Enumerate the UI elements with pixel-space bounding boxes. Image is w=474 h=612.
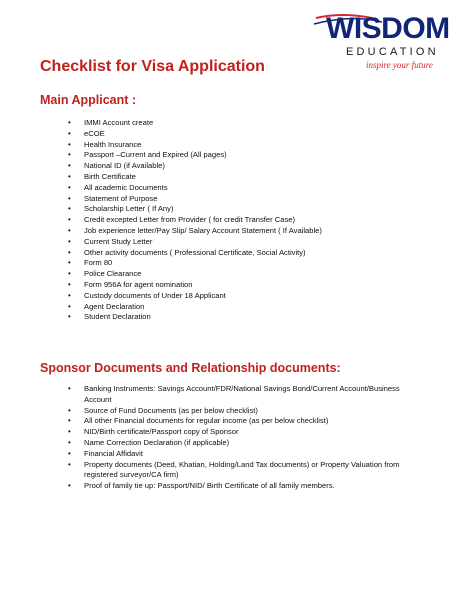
bullet-icon: • <box>68 128 71 138</box>
sponsor-heading: Sponsor Documents and Relationship documents: <box>40 361 341 375</box>
list-item-text: Custody documents of Under 18 Applicant <box>84 290 226 300</box>
bullet-icon: • <box>68 416 71 426</box>
list-item <box>68 150 444 161</box>
bullet-icon: • <box>68 427 71 437</box>
logo-wordmark: WISDOM <box>326 12 450 45</box>
company-logo <box>312 14 448 78</box>
list-item-text: Scholarship Letter ( If Any) <box>84 204 174 214</box>
logo-tagline: inspire your future <box>366 60 433 70</box>
list-item <box>68 258 444 269</box>
list-item <box>68 247 444 259</box>
bullet-icon: • <box>68 312 71 322</box>
list-item-text: Source of Fund Documents (as per below checklist) <box>84 405 258 415</box>
bullet-icon: • <box>68 384 71 393</box>
list-item <box>68 448 424 460</box>
bullet-icon: • <box>68 118 71 127</box>
list-item <box>68 312 444 323</box>
list-item <box>68 269 444 280</box>
bullet-icon: • <box>68 247 71 257</box>
list-item-text: IMMI Account create <box>84 118 154 127</box>
bullet-icon: • <box>68 215 71 225</box>
list-item-text: Property documents (Deed, Khatian, Holding/Land Tax documents) or Property Valuation from registered surveyor/CA firm) <box>84 459 400 480</box>
bullet-icon: • <box>68 204 71 214</box>
bullet-icon: • <box>68 459 71 469</box>
bullet-icon: • <box>68 225 71 235</box>
document-title: Checklist for Visa Application <box>40 58 265 75</box>
list-item-text: Agent Declaration <box>84 301 145 311</box>
bullet-icon: • <box>68 301 71 311</box>
list-item <box>68 139 444 151</box>
list-item-text: Banking Instruments: Savings Account/FDR/National Savings Bond/Current Account/Business Account <box>84 384 400 404</box>
list-item <box>68 182 444 194</box>
list-item-text: Job experience letter/Pay Slip/ Salary Account Statement ( If Available) <box>84 225 322 235</box>
bullet-icon: • <box>68 193 71 203</box>
list-item-text: All other Financial documents for regular income (as per below checklist) <box>84 416 329 426</box>
bullet-icon: • <box>68 279 71 289</box>
list-item-text: eCOE <box>84 128 105 138</box>
list-item <box>68 437 424 449</box>
list-item <box>68 193 444 205</box>
list-item-text: Financial Affidavit <box>84 448 143 458</box>
bullet-icon: • <box>68 150 71 160</box>
list-item-text: Current Study Letter <box>84 236 153 246</box>
list-item <box>68 204 444 215</box>
list-item <box>68 290 444 302</box>
list-item <box>68 118 444 129</box>
bullet-icon: • <box>68 161 71 171</box>
list-item-text: All academic Documents <box>84 182 168 192</box>
list-item <box>68 416 424 427</box>
list-item-text: NID/Birth certificate/Passport copy of Sponsor <box>84 427 239 437</box>
list-item-text: Credit excepted Letter from Provider ( for credit Transfer Case) <box>84 215 296 225</box>
bullet-icon: • <box>68 437 71 447</box>
list-item <box>68 236 444 248</box>
list-item <box>68 427 424 438</box>
list-item <box>68 225 444 237</box>
list-item-text: Proof of family tie up: Passport/NID/ Birth Certificate of all family members. <box>84 481 335 491</box>
bullet-icon: • <box>68 236 71 246</box>
list-item <box>68 128 444 140</box>
main-applicant-list <box>68 118 444 323</box>
list-item-text: Passport –Current and Expired (All pages) <box>84 150 227 160</box>
bullet-icon: • <box>68 290 71 300</box>
bullet-icon: • <box>68 139 71 149</box>
list-item-text: Form 956A for agent nomination <box>84 279 193 289</box>
list-item <box>68 279 444 291</box>
list-item <box>68 384 424 406</box>
bullet-icon: • <box>68 481 71 491</box>
bullet-icon: • <box>68 258 71 268</box>
list-item-text: Police Clearance <box>84 269 142 279</box>
list-item <box>68 301 444 313</box>
list-item-text: Statement of Purpose <box>84 193 158 203</box>
list-item <box>68 215 444 226</box>
sponsor-list <box>68 384 424 492</box>
list-item-text: Other activity documents ( Professional Certificate, Social Activity) <box>84 247 306 257</box>
list-item <box>68 481 424 492</box>
logo-subword: EDUCATION <box>346 46 439 58</box>
bullet-icon: • <box>68 405 71 415</box>
list-item-text: Student Declaration <box>84 312 151 322</box>
list-item-text: Birth Certificate <box>84 171 136 181</box>
list-item-text: National ID (if Available) <box>84 161 165 171</box>
bullet-icon: • <box>68 182 71 192</box>
bullet-icon: • <box>68 171 71 181</box>
list-item <box>68 405 424 417</box>
list-item-text: Form 80 <box>84 258 113 268</box>
bullet-icon: • <box>68 269 71 279</box>
list-item-text: Health Insurance <box>84 139 142 149</box>
list-item <box>68 459 424 482</box>
main-applicant-heading: Main Applicant : <box>40 93 137 107</box>
bullet-icon: • <box>68 448 71 458</box>
list-item-text: Name Correction Declaration (if applicable) <box>84 437 230 447</box>
list-item <box>68 161 444 172</box>
list-item <box>68 171 444 183</box>
